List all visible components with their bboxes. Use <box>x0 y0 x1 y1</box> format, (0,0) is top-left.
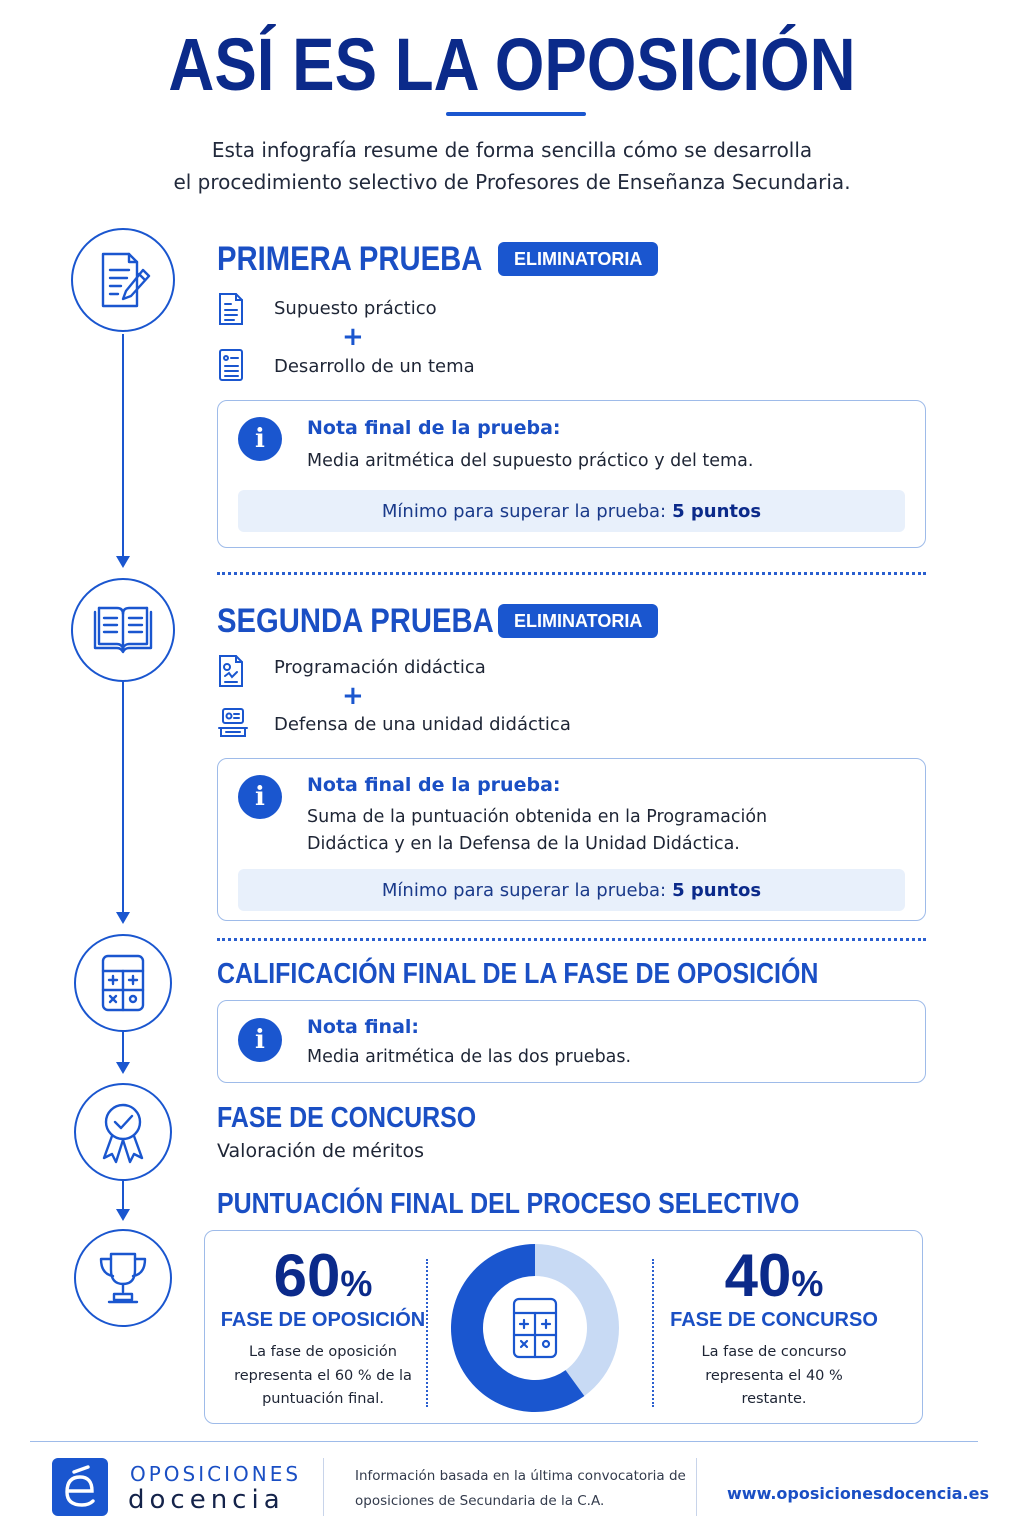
page-title: ASÍ ES LA OPOSICIÓN <box>168 23 856 106</box>
section-title-calificacion: CALIFICACIÓN FINAL DE LA FASE DE OPOSICIÓN <box>217 958 819 990</box>
percent-number: 40 <box>724 1242 792 1309</box>
percent-symbol: % <box>340 1263 373 1304</box>
item-programacion-didactica: Programación didáctica <box>274 657 486 678</box>
section-title-segunda: SEGUNDA PRUEBA <box>217 602 494 640</box>
timeline-line-1 <box>122 334 124 556</box>
step-circle-primera <box>71 228 175 332</box>
desc-line-3: restante. <box>741 1391 807 1407</box>
document-lines-icon <box>217 292 245 326</box>
minimum-value: 5 puntos <box>672 879 762 901</box>
timeline-line-2 <box>122 682 124 912</box>
badge-eliminatoria-segunda: ELIMINATORIA <box>498 604 658 638</box>
dotted-separator-left <box>426 1259 428 1407</box>
dotted-divider <box>217 572 926 575</box>
label-fase-concurso: FASE DE CONCURSO <box>670 1309 878 1331</box>
note-text-line-1: Suma de la puntuación obtenida en la Programación <box>307 807 768 827</box>
logo-mark-icon <box>52 1458 108 1516</box>
trophy-icon <box>97 1250 149 1306</box>
calculator-icon <box>100 953 146 1013</box>
minimum-label: Mínimo para superar la prueba: <box>381 500 667 522</box>
timeline-arrow-2 <box>116 912 130 924</box>
step-circle-calificacion <box>74 934 172 1032</box>
badge-eliminatoria-primera: ELIMINATORIA <box>498 242 658 276</box>
timeline-arrow-1 <box>116 556 130 568</box>
section-title-final: PUNTUACIÓN FINAL DEL PROCESO SELECTIVO <box>217 1188 800 1220</box>
document-pen-icon <box>91 248 155 312</box>
desc-line-2: representa el 40 % <box>705 1367 843 1384</box>
timeline-line-4 <box>122 1181 124 1209</box>
intro-line-1: Esta infografía resume de forma sencilla cómo se desarrolla <box>211 138 813 162</box>
footer-note-line-2: oposiciones de Secundaria de la C.A. <box>355 1493 605 1509</box>
desc-line-1: La fase de oposición <box>249 1344 397 1360</box>
note-card-calificacion <box>217 1000 926 1083</box>
info-icon: i <box>238 417 282 461</box>
step-circle-segunda <box>71 578 175 682</box>
footer-note-line-1: Información basada en la última convocatoria de <box>355 1468 686 1484</box>
dotted-divider <box>217 938 926 941</box>
minimum-value: 5 puntos <box>672 500 762 522</box>
percent-oposicion <box>213 1241 433 1310</box>
desc-fase-oposicion <box>213 1341 433 1412</box>
presentation-icon <box>217 706 249 740</box>
footer-divider <box>30 1441 978 1442</box>
minimum-label: Mínimo para superar la prueba: <box>381 879 667 901</box>
info-icon: i <box>238 775 282 819</box>
percent-concurso <box>664 1241 884 1310</box>
percent-symbol: % <box>791 1263 824 1304</box>
donut-chart <box>450 1243 620 1413</box>
item-supuesto-practico: Supuesto práctico <box>274 298 437 319</box>
note-text: Media aritmética del supuesto práctico y del tema. <box>307 451 754 471</box>
desc-line-2: representa el 60 % de la <box>234 1367 412 1384</box>
award-ribbon-icon <box>98 1100 148 1164</box>
footer-separator <box>323 1458 324 1516</box>
percent-number: 60 <box>273 1242 341 1309</box>
website-link[interactable]: www.oposicionesdocencia.es <box>727 1484 989 1503</box>
open-book-icon <box>91 602 155 658</box>
note-card-segunda <box>217 758 926 921</box>
desc-fase-concurso <box>664 1341 884 1412</box>
section-title-concurso: FASE DE CONCURSO <box>217 1102 477 1134</box>
intro-text <box>0 134 1024 198</box>
final-score-card <box>204 1230 923 1424</box>
section-title-primera: PRIMERA PRUEBA <box>217 240 483 278</box>
minimum-bar <box>238 490 905 532</box>
logo-text-bottom: docencia <box>128 1485 285 1515</box>
concurso-text: Valoración de méritos <box>217 1140 425 1162</box>
plus-sign: + <box>342 322 364 352</box>
document-chart-icon <box>217 654 245 688</box>
note-card-primera <box>217 400 926 548</box>
timeline-line-3 <box>122 1032 124 1062</box>
step-circle-final <box>74 1229 172 1327</box>
note-text-line-2: Didáctica y en la Defensa de la Unidad Didáctica. <box>307 834 740 854</box>
intro-line-2: el procedimiento selectivo de Profesores de Enseñanza Secundaria. <box>173 170 851 194</box>
plus-sign: + <box>342 681 364 711</box>
title-underline <box>446 112 586 116</box>
timeline-arrow-3 <box>116 1062 130 1074</box>
footer-note <box>355 1464 686 1514</box>
document-list-icon <box>217 348 245 382</box>
info-icon: i <box>238 1018 282 1062</box>
footer-separator <box>696 1458 697 1516</box>
step-circle-concurso <box>74 1083 172 1181</box>
logo-text-top: OPOSICIONES <box>130 1462 302 1486</box>
minimum-bar <box>238 869 905 911</box>
calculator-icon <box>514 1299 556 1357</box>
note-heading: Nota final de la prueba: <box>307 417 561 439</box>
timeline-arrow-4 <box>116 1209 130 1221</box>
item-defensa-unidad: Defensa de una unidad didáctica <box>274 714 571 735</box>
desc-line-3: puntuación final. <box>262 1391 384 1407</box>
note-heading: Nota final: <box>307 1016 420 1038</box>
note-heading: Nota final de la prueba: <box>307 774 561 796</box>
label-fase-oposicion: FASE DE OPOSICIÓN <box>220 1309 426 1331</box>
donut-slice-concurso <box>535 1244 619 1396</box>
note-text: Media aritmética de las dos pruebas. <box>307 1047 632 1067</box>
dotted-separator-right <box>652 1259 654 1407</box>
desc-line-1: La fase de concurso <box>701 1344 847 1360</box>
item-desarrollo-tema: Desarrollo de un tema <box>274 356 475 377</box>
